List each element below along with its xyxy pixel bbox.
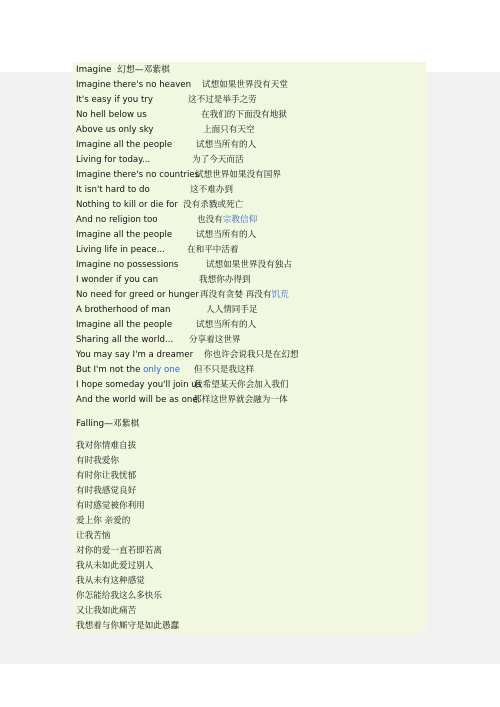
lyric-en-19: You may say I'm a dreamer <box>76 350 194 360</box>
song2-line-9: 我从未如此爱过别人 <box>76 561 154 571</box>
lyric-en-18: Sharing all the world... <box>76 335 174 345</box>
lyric-en-9: Nothing to kill or die for <box>76 200 178 210</box>
song2-line-4: 有时我感觉良好 <box>76 486 137 496</box>
lyric-cn-10-text: 也没有 <box>197 215 223 225</box>
lyric-cn-8: 这不难办到 <box>190 185 233 195</box>
lyric-en-12: Living life in peace... <box>76 245 165 255</box>
lyric-cn-13: 试想如果世界没有独占 <box>206 260 292 270</box>
lyric-cn-19: 你也许会说我只是在幻想 <box>204 350 299 360</box>
song2-line-7: 让我苦恼 <box>76 531 111 541</box>
lyric-cn-7: 试想世界如果没有国界 <box>195 170 281 180</box>
lyric-cn-9: 没有杀戮或死亡 <box>183 200 244 210</box>
song2-line-1: 我对你情难自拔 <box>76 441 137 451</box>
song2-line-5: 有时感觉被你利用 <box>76 501 145 511</box>
lyric-cn-20: 但不只是我这样 <box>194 365 255 375</box>
lyric-en-10: And no religion too <box>76 215 158 225</box>
song2-title: Falling—邓紫棋 <box>76 419 140 429</box>
lyric-en-4: Above us only sky <box>76 125 154 135</box>
song2-line-8: 对你的爱一直若即若离 <box>76 546 162 556</box>
lyric-cn-17: 试想当所有的人 <box>196 320 257 330</box>
lyric-en-21: I hope someday you'll join us <box>76 380 202 390</box>
lyric-cn-5: 试想当所有的人 <box>196 140 257 150</box>
lyric-en-20 <box>76 365 180 376</box>
lyric-cn-16: 人人情同手足 <box>206 305 258 315</box>
song2-line-13: 我想着与你厮守是如此愚蠢 <box>76 621 180 631</box>
lyric-cn-21: 我希望某天你会加入我们 <box>194 380 289 390</box>
song2-line-12: 又让我如此痛苦 <box>76 606 137 616</box>
lyric-cn-12: 在和平中活着 <box>187 245 239 255</box>
lyric-en-7: Imagine there's no countries <box>76 170 200 180</box>
lyric-cn-4: 上面只有天空 <box>203 125 255 135</box>
song2-line-6: 爱上你 亲爱的 <box>76 516 131 526</box>
lyric-en-20-text: But I'm not the <box>76 365 144 375</box>
lyric-cn-22: 那样这世界就会融为一体 <box>193 395 288 405</box>
lyric-cn-14: 我想你办得到 <box>199 275 251 285</box>
lyric-en-1: Imagine there's no heaven <box>76 80 192 90</box>
lyric-en-15: No need for greed or hunger <box>76 290 199 300</box>
song2-line-11: 你怎能给我这么多快乐 <box>76 591 162 601</box>
lyric-cn-10 <box>197 215 257 226</box>
lyric-cn-15 <box>200 290 289 301</box>
lyric-en-8: It isn't hard to do <box>76 185 150 195</box>
lyric-cn-6: 为了今天而活 <box>192 155 244 165</box>
lyric-en-16: A brotherhood of man <box>76 305 171 315</box>
lyric-en-22: And the world will be as one. <box>76 395 201 405</box>
lyric-cn-15-text: 再没有贪婪 再没有 <box>200 290 272 300</box>
lyric-en-6: Living for today... <box>76 155 151 165</box>
lyric-en-14: I wonder if you can <box>76 275 159 285</box>
lyric-cn-18: 分享着这世界 <box>189 335 241 345</box>
song2-line-10: 我从未有这种感觉 <box>76 576 145 586</box>
lyric-en-13: Imagine no possessions <box>76 260 179 270</box>
lyric-en-3: No hell below us <box>76 110 147 120</box>
lyric-cn-3: 在我们的下面没有地狱 <box>201 110 287 120</box>
lyric-en-11: Imagine all the people <box>76 230 173 240</box>
song1-title <box>76 65 170 76</box>
song2-line-2: 有时我爱你 <box>76 456 119 466</box>
lyric-en-17: Imagine all the people <box>76 320 173 330</box>
religion-link[interactable]: 宗教信仰 <box>222 215 258 225</box>
song2-line-3: 有时你让我忧郁 <box>76 471 137 481</box>
lyric-en-5: Imagine all the people <box>76 140 173 150</box>
famine-link[interactable]: 饥荒 <box>271 290 289 300</box>
lyric-cn-2: 这不过是举手之劳 <box>188 95 257 105</box>
song1-title-en: Imagine <box>76 65 112 75</box>
lyric-cn-1: 试想如果世界没有天堂 <box>202 80 288 90</box>
only-one-link[interactable]: only one <box>143 365 180 375</box>
lyric-en-2: It's easy if you try <box>76 95 153 105</box>
lyric-cn-11: 试想当所有的人 <box>196 230 257 240</box>
song1-title-cn: 幻想—邓紫棋 <box>117 65 170 75</box>
